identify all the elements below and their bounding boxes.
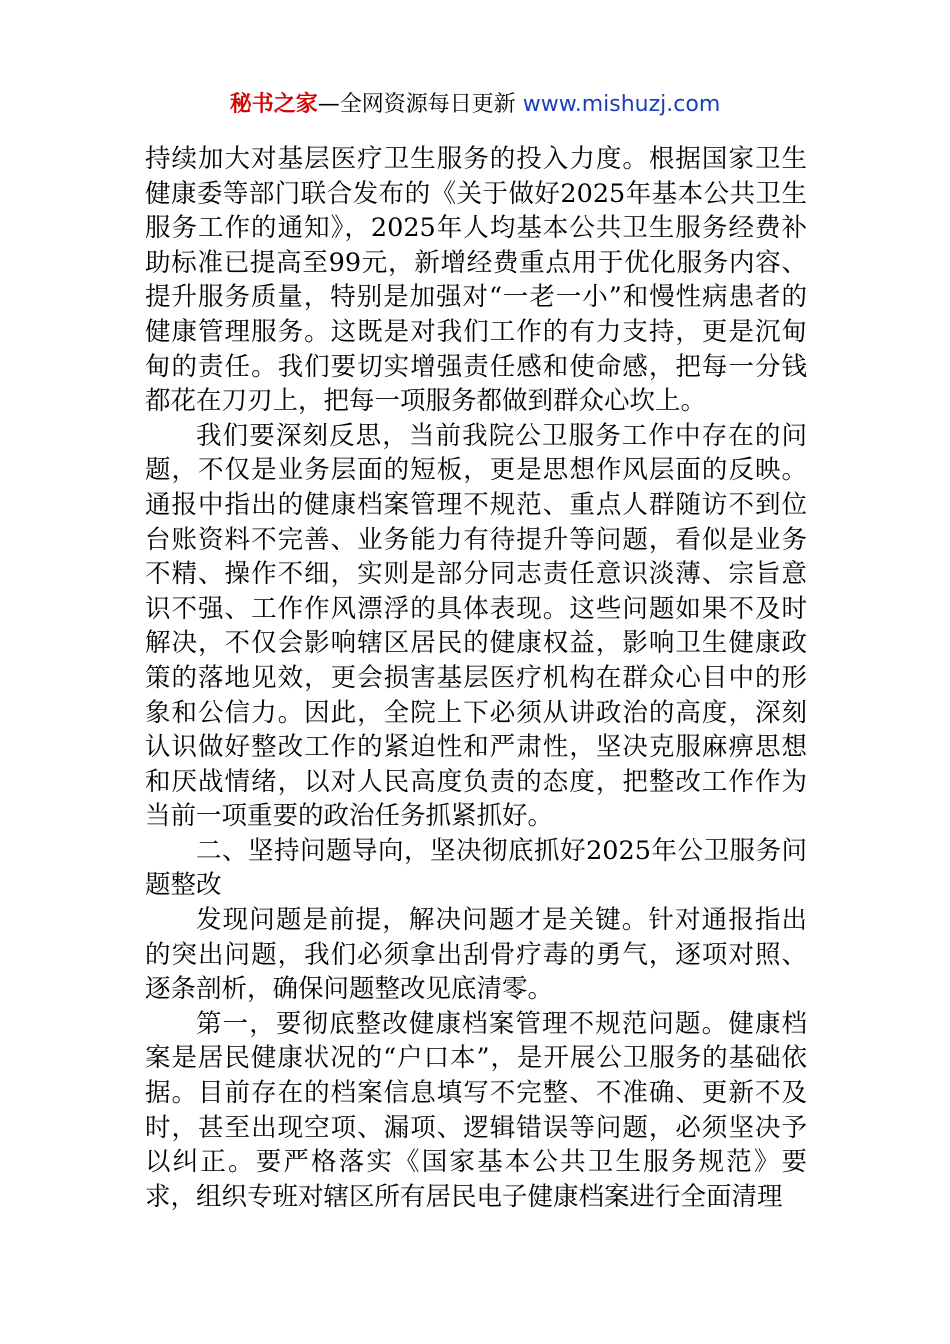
website-link[interactable]: www.mishuzj.com bbox=[522, 92, 721, 117]
section-heading: 二、坚持问题导向，坚决彻底抓好2025年公卫服务问题整改 bbox=[145, 835, 807, 901]
page-header bbox=[0, 88, 950, 122]
paragraph-continued: 持续加大对基层医疗卫生服务的投入力度。根据国家卫生健康委等部门联合发布的《关于做好2025年基本公共卫生服务工作的通知》，2025年人均基本公共卫生服务经费补助标准已提高至99元，新增经费重点用于优化服务内容、提升服务质量，特别是加强对“一老一小”和慢性病患者的健康管理服务。这既是对我们工作的有力支持，更是沉甸甸的责任。我们要切实增强责任感和使命感，把每一分钱都花在刀刃上，把每一项服务都做到群众心坎上。 bbox=[145, 144, 807, 417]
paragraph-first-item: 第一，要彻底整改健康档案管理不规范问题。健康档案是居民健康状况的“户口本”，是开展公卫服务的基础依据。目前存在的档案信息填写不完整、不准确、更新不及时，甚至出现空项、漏项、逻辑错误等问题，必须坚决予以纠正。要严格落实《国家基本公共卫生服务规范》要求，组织专班对辖区所有居民电子健康档案进行全面清理 bbox=[145, 1008, 807, 1212]
paragraph-reflection: 我们要深刻反思，当前我院公卫服务工作中存在的问题，不仅是业务层面的短板，更是思想作风层面的反映。通报中指出的健康档案管理不规范、重点人群随访不到位台账资料不完善、业务能力有待提升等问题，看似是业务不精、操作不细，实则是部分同志责任意识淡薄、宗旨意识不强、工作作风漂浮的具体表现。这些问题如果不及时解决，不仅会影响辖区居民的健康权益，影响卫生健康政策的落地见效，更会损害基层医疗机构在群众心目中的形象和公信力。因此，全院上下必须从讲政治的高度，深刻认识做好整改工作的紧迫性和严肃性，坚决克服麻痹思想和厌战情绪，以对人民高度负责的态度，把整改工作作为当前一项重要的政治任务抓紧抓好。 bbox=[145, 420, 807, 832]
paragraph-problem-oriented: 发现问题是前提，解决问题才是关键。针对通报指出的突出问题，我们必须拿出刮骨疗毒的勇气，逐项对照、逐条剖析，确保问题整改见底清零。 bbox=[145, 905, 807, 1005]
header-slogan: —全网资源每日更新 bbox=[317, 92, 523, 117]
brand-name: 秘书之家 bbox=[229, 92, 318, 117]
document-body bbox=[145, 142, 807, 1214]
